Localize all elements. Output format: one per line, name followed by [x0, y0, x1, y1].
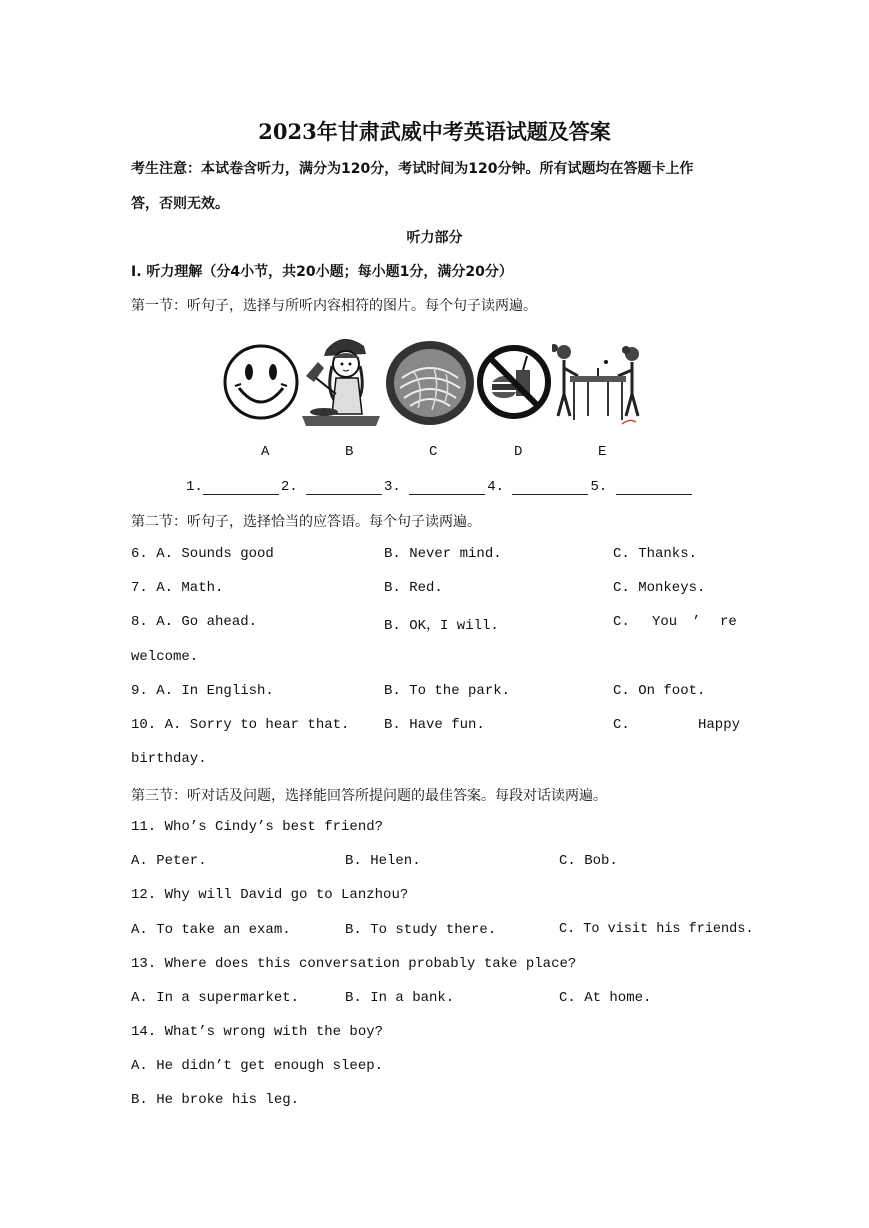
q8-option-c-apostrophe: ’ — [692, 614, 701, 630]
q13-option-b: B. In a bank. — [345, 990, 455, 1006]
picture-label-b: B — [345, 444, 354, 460]
picture-label-a: A — [261, 444, 270, 460]
q8-option-c-word: You — [652, 614, 678, 630]
ping-pong-icon — [552, 336, 646, 430]
section1-heading: Ⅰ. 听力理解（分4小节，共20小题；每小题1分，满分20分） — [131, 264, 513, 280]
answer-blank-1[interactable] — [203, 480, 279, 495]
q13-question: 13. Where does this conversation probably take place? — [131, 956, 577, 972]
noodle-bowl-icon — [384, 338, 476, 428]
blank-label-4: 4. — [487, 479, 505, 495]
q14-option-a: A. He didn’t get enough sleep. — [131, 1058, 384, 1074]
picture-c — [384, 338, 476, 432]
q9-option-a: 9. A. In English. — [131, 683, 274, 699]
q9-option-c: C. On foot. — [613, 683, 706, 699]
q12-option-a: A. To take an exam. — [131, 922, 291, 938]
notice-line-1: 考生注意：本试卷含听力，满分为120分，考试时间为120分钟。所有试题均在答题卡上作 — [131, 161, 694, 177]
q11-question: 11. Who’s Cindy’s best friend? — [131, 819, 384, 835]
q8-option-c-suffix: re — [720, 614, 737, 630]
q7-option-a: 7. A. Math. — [131, 580, 224, 596]
q12-option-b: B. To study there. — [345, 922, 497, 938]
q10-option-a: 10. A. Sorry to hear that. — [131, 717, 350, 733]
picture-e — [552, 336, 646, 434]
blank-label-5: 5. — [590, 479, 608, 495]
q6-option-c: C. Thanks. — [613, 546, 698, 562]
q6-option-a: 6. A. Sounds good — [131, 546, 274, 562]
answer-blank-2[interactable] — [306, 480, 382, 495]
blank-label-1: 1. — [186, 479, 203, 495]
q6-option-b: B. Never mind. — [384, 546, 502, 562]
answer-blank-4[interactable] — [512, 480, 588, 495]
q8-option-c-letter: C. — [613, 614, 630, 630]
smiley-face-icon — [221, 338, 301, 426]
sub-section-2: 第二节：听句子，选择恰当的应答语。每个句子读两遍。 — [131, 514, 481, 530]
q7-option-b: B. Red. — [384, 580, 443, 596]
picture-label-d: D — [514, 444, 523, 460]
picture-b — [302, 332, 380, 432]
q14-option-b: B. He broke his leg. — [131, 1092, 300, 1108]
q10-option-c-word: Happy — [698, 717, 741, 733]
girl-cooking-icon — [302, 332, 380, 428]
picture-d — [476, 336, 552, 430]
picture-label-e: E — [598, 444, 607, 460]
q13-option-c: C. At home. — [559, 990, 652, 1006]
answer-blank-5[interactable] — [616, 480, 692, 495]
answer-blanks-row — [186, 479, 694, 495]
blank-label-3: 3. — [384, 479, 401, 495]
answer-blank-3[interactable] — [409, 480, 485, 495]
q8-option-b: B. OK，I will. — [384, 618, 499, 634]
picture-label-c: C — [429, 444, 438, 460]
no-junk-food-icon — [476, 336, 552, 426]
picture-a — [221, 338, 301, 430]
q8-option-a: 8. A. Go ahead. — [131, 614, 258, 630]
notice-line-2: 答，否则无效。 — [131, 196, 229, 212]
part-heading: 听力部分 — [406, 230, 463, 246]
q14-question: 14. What’s wrong with the boy? — [131, 1024, 384, 1040]
q13-option-a: A. In a supermarket. — [131, 990, 300, 1006]
q10-option-b: B. Have fun. — [384, 717, 485, 733]
q11-option-b: B. Helen. — [345, 853, 421, 869]
blank-label-2: 2. — [280, 479, 298, 495]
q12-question: 12. Why will David go to Lanzhou? — [131, 887, 409, 903]
q8-option-c-continued: welcome. — [131, 649, 199, 665]
q10-option-c-letter: C. — [613, 717, 630, 733]
q11-option-a: A. Peter. — [131, 853, 207, 869]
q11-option-c: C. Bob. — [559, 853, 618, 869]
q10-option-c-continued: birthday. — [131, 751, 207, 767]
sub-section-1: 第一节：听句子，选择与所听内容相符的图片。每个句子读两遍。 — [131, 298, 537, 314]
page-title: 2023年甘肃武威中考英语试题及答案 — [258, 119, 611, 144]
q12-option-c: C. To visit his friends. — [559, 922, 754, 937]
q7-option-c: C. Monkeys. — [613, 580, 706, 596]
sub-section-3: 第三节：听对话及问题，选择能回答所提问题的最佳答案。每段对话读两遍。 — [131, 788, 607, 804]
q9-option-b: B. To the park. — [384, 683, 511, 699]
